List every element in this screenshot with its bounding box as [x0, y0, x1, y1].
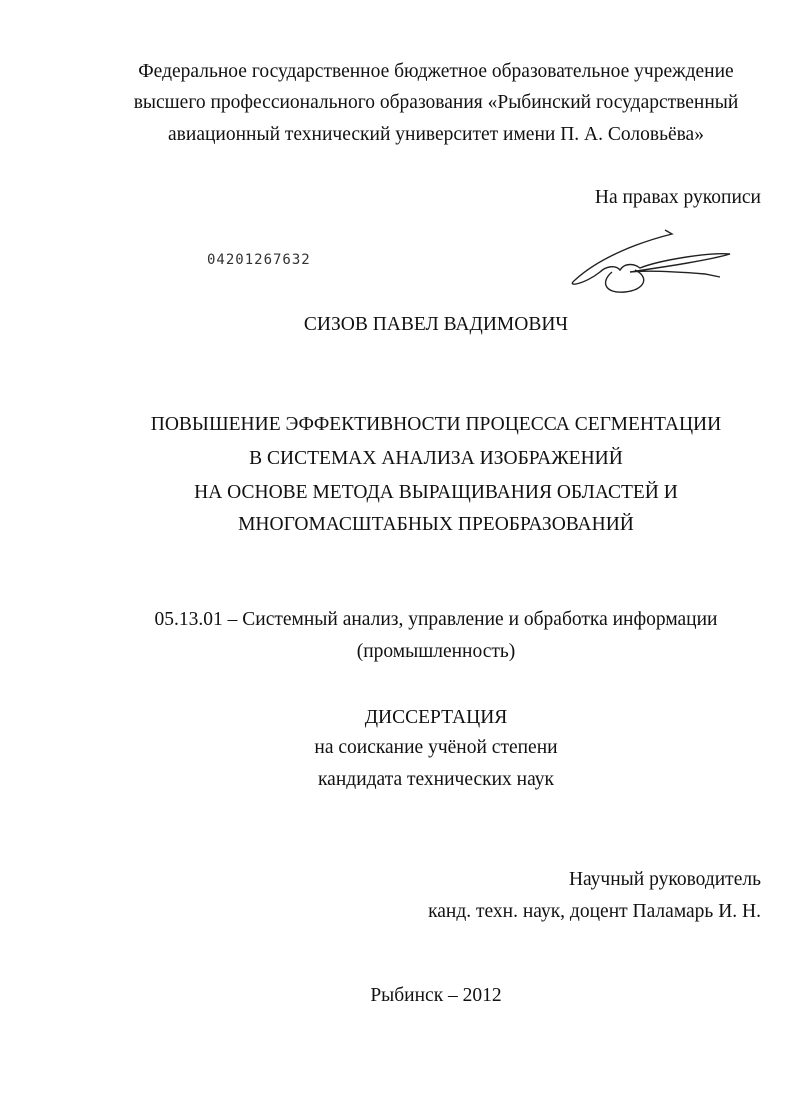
supervisor-name: канд. техн. наук, доцент Паламарь И. Н. [428, 901, 761, 922]
work-type-line-1: на соискание учёной степени [314, 737, 558, 758]
work-type-line-2: кандидата технических наук [318, 769, 554, 790]
rights-note: На правах рукописи [594, 187, 761, 208]
author-name: СИЗОВ ПАВЕЛ ВАДИМОВИЧ [303, 314, 569, 335]
supervisor-label: Научный руководитель [568, 869, 761, 890]
specialty-line-2: (промышленность) [356, 641, 516, 662]
signature-icon [560, 222, 740, 302]
institution-line-2: высшего профессионального образования «Рыбинский государственный [133, 92, 739, 113]
city-year: Рыбинск – 2012 [370, 985, 502, 1006]
institution-line-1: Федеральное государственное бюджетное образовательное учреждение [138, 61, 734, 82]
title-line-1: ПОВЫШЕНИЕ ЭФФЕКТИВНОСТИ ПРОЦЕССА СЕГМЕНТАЦИИ [150, 414, 722, 435]
specialty-line-1: 05.13.01 – Системный анализ, управление и обработка информации [154, 609, 718, 630]
work-type-title: ДИССЕРТАЦИЯ [364, 707, 508, 728]
title-line-3: НА ОСНОВЕ МЕТОДА ВЫРАЩИВАНИЯ ОБЛАСТЕЙ И [194, 482, 678, 503]
registration-number: 04201267632 [207, 252, 311, 268]
institution-line-3: авиационный технический университет имени П. А. Соловьёва» [168, 124, 704, 145]
title-line-4: МНОГОМАСШТАБНЫХ ПРЕОБРАЗОВАНИЙ [238, 514, 634, 535]
title-line-2: В СИСТЕМАХ АНАЛИЗА ИЗОБРАЖЕНИЙ [249, 448, 623, 469]
